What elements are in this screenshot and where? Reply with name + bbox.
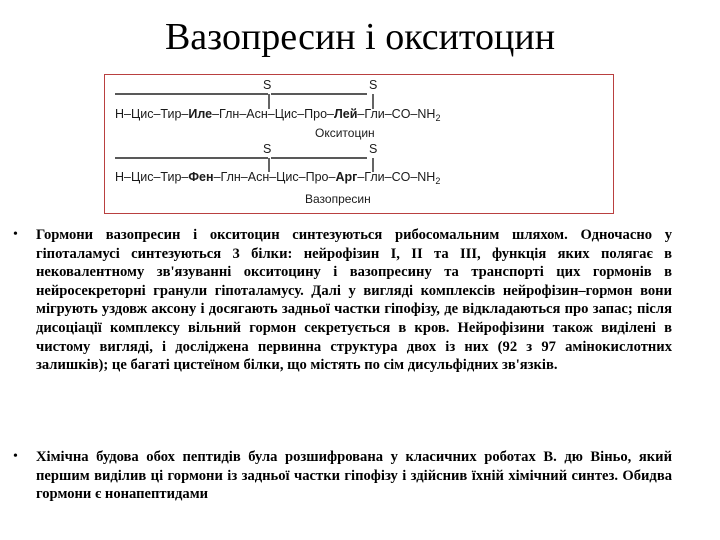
peptide-structure-figure (104, 74, 614, 214)
oxytocin-sulfur-1: S (263, 78, 272, 92)
oxytocin-sequence: $H-Цис-Тир-Иле-Глн-Асн-Цис-Про-Лей-Гли-CO-NH_2$ (115, 107, 441, 123)
slide-title: Вазопресин і окситоцин (164, 16, 556, 58)
oxytocin-sulfur-2: S (369, 78, 378, 92)
bullet-1: • (13, 227, 18, 242)
paragraph-1: Гормони вазопресин і окситоцин синтезуються рибосомальним шляхом. Одночасно у гіпоталамусі синтезуються 3 білки: нейрофізин I, II та III, функція яких полягає в нековалентному зв'язуванні окситоцину і вазопресину та транспорті цих гормонів в нейросекреторні гранули гіпоталамусу. Далі у вигляді комплексів нейрофізин–гормон вони мігрують уздовж аксону і досягають задньої частки гіпофізу, де відкладаються про запас; після дисоціації комплексу вільний гормон секретується в кров. Нейрофізини також виділені в чистому вигляді, і досліджена первинна структура двох із них (92 з 97 амінокислотних залишків); це багаті цистеїном білки, що містять по сім дисульфідних зв'язків. (36, 227, 672, 374)
paragraph-2: Хімічна будова обох пептидів була розшифрована у класичних роботах В. дю Віньо, який першим виділив ці гормони із задньої частки гіпофізу і здійснив їхній хімічний синтез. Обидва гормони є нонапептидами (36, 449, 672, 503)
oxytocin-caption: Окситоцин (315, 126, 375, 140)
vasopressin-sequence: $H-Цис-Тир-Фен-Глн-Асн-Цис-Про-Арг-Гли-CO-NH_2$ (115, 170, 441, 186)
bullet-2: • (13, 449, 18, 464)
peptide-structure-diagram (105, 75, 615, 215)
vasopressin-sulfur-2: S (369, 142, 378, 156)
vasopressin-sulfur-1: S (263, 142, 272, 156)
vasopressin-caption: Вазопресин (305, 192, 371, 206)
